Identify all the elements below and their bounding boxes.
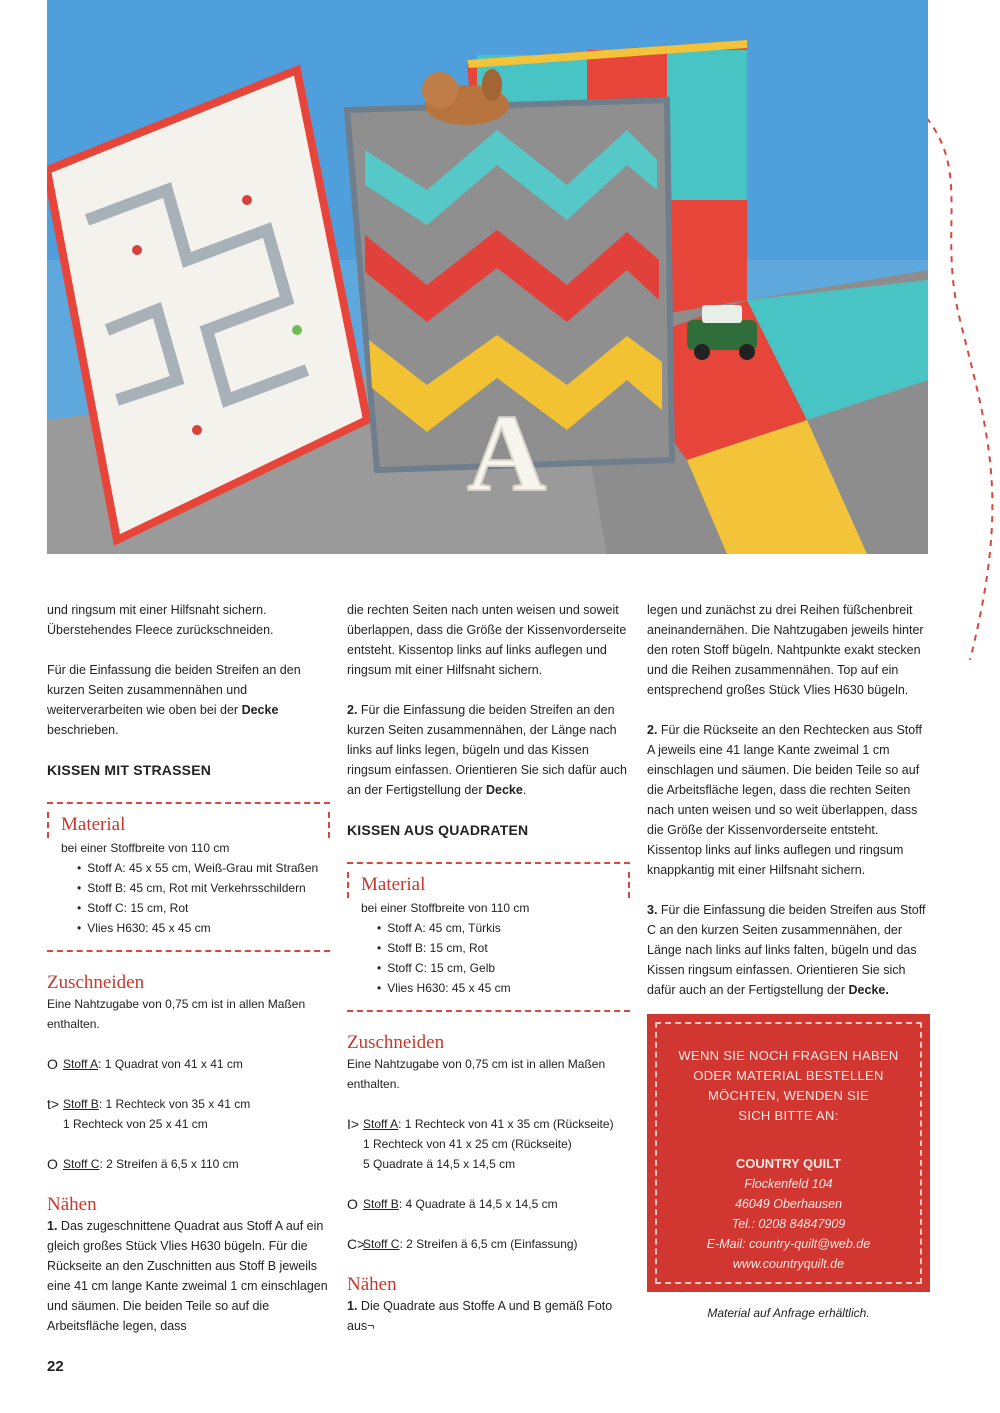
col3-paragraph-1: legen und zunächst zu drei Reihen füßchenbreit aneinandernähen. Die Nahtzugaben jeweils hinter den roten Stoff bügeln. Nahtpunkte exakt stecken und die Reihen zusammennähen. Top auf ein entsprechend großes Stück Vlies H630 bügeln. [647,603,924,697]
col2-paragraph-2: 2. Für die Einfassung die beiden Streifen an den kurzen Seiten zusammennähen, der Länge nach links auf links legen, bügeln und das Kissen ringsum einfassen. Orientieren Sie sich dafür auch an der Fertigstellung der Decke. [347,703,628,797]
contact-email-link[interactable]: E-Mail: country-quilt@web.de [706,1237,871,1251]
col3-paragraph-2: 2. Für die Rückseite an den Rechtecken aus Stoff A jeweils eine 41 lange Kante zweimal 1 cm einschlagen und säumen. Die beiden Teile so auf die Arbeitsfläche legen, dass die rechten Seiten nach unten weisen und so weit überlappen, dass die Größe der Kissenvorderseite entsteht. Kissentop links auf links auflegen und ringsum knappkantig mit einer Hilfsnaht sichern. [647,723,922,877]
cut-list [47,1054,330,1174]
material-item: • Stoff B: 15 cm, Rot [377,938,620,958]
material-title: Material [361,874,426,895]
availability-note: Material auf Anfrage erhältlich. [707,1306,870,1320]
cut-item: t> Stoff B: 1 Rechteck von 35 x 41 cm 1 Rechteck von 25 x 41 cm [47,1094,330,1134]
cut-title: Zuschneiden [347,1032,445,1053]
material-item: • Vlies H630: 45 x 45 cm [377,978,620,998]
sew-step-1: 1. Die Quadrate aus Stoffe A und B gemäß Foto aus¬ [347,1299,613,1333]
contact-header-line: SICH BITTE AN: [738,1108,839,1123]
cut-marker: O [47,1156,58,1172]
material-item: • Stoff A: 45 cm, Türkis [377,918,620,938]
column-2 [347,600,630,1336]
cut-marker: C> [347,1236,366,1252]
contact-website-link[interactable]: www.countryquilt.de [732,1257,845,1271]
letter-a-decoration: A [467,392,547,514]
cut-item: O Stoff C: 2 Streifen ä 6,5 x 110 cm [47,1156,239,1172]
contact-city: 46049 Oberhausen [734,1197,843,1211]
material-intro: bei einer Stoffbreite von 110 cm [61,841,230,855]
sew-title: Nähen [47,1194,97,1215]
contact-box [647,1014,930,1292]
contact-company: COUNTRY QUILT [735,1156,842,1171]
contact-header-line: ODER MATERIAL BESTELLEN [693,1068,884,1083]
contact-phone: Tel.: 0208 84847909 [731,1217,846,1231]
col1-paragraph-2: Für die Einfassung die beiden Streifen an den kurzen Seiten zusammennähen und weiterverarbeiten wie oben bei der Decke beschrieben. [47,663,301,737]
cut-item: O Stoff A: 1 Quadrat von 41 x 41 cm [47,1056,243,1072]
material-title: Material [61,814,126,835]
cut-marker: O [347,1196,358,1212]
sew-title: Nähen [347,1274,397,1295]
sew-step-1: 1. Das zugeschnittene Quadrat aus Stoff A auf ein gleich großes Stück Vlies H630 bügeln. Für die Rückseite an den Zuschnitten aus Stoff B jeweils eine 41 cm lange Kante zweimal 1 cm einschlagen und säumen. Die beiden Teile so auf die Arbeitsfläche legen, dass [47,1219,328,1333]
cut-title: Zuschneiden [47,972,145,993]
col3-paragraph-3: 3. Für die Einfassung die beiden Streifen aus Stoff C an den kurzen Seiten zusammennähen, der Länge nach links auf links falten, bügeln und das Kissen ringsum einfassen. Orientieren Sie sich dafür auch an der Fertigstellung der Decke. [647,903,926,997]
cut-list [347,1114,630,1254]
contact-header-line: MÖCHTEN, WENDEN SIE [708,1088,869,1103]
column-1 [47,600,330,1336]
contact-street: Flockenfeld 104 [744,1177,833,1191]
material-item: • Stoff C: 15 cm, Gelb [377,958,620,978]
product-photo [47,0,928,554]
col1-paragraph-1: und ringsum mit einer Hilfsnaht sichern. Überstehendes Fleece zurückschneiden. [47,603,274,637]
material-item: • Stoff A: 45 x 55 cm, Weiß-Grau mit Straßen [77,858,320,878]
material-list [61,858,320,938]
column-3 [647,600,930,1020]
section-heading-kissen-strassen: KISSEN MIT STRASSEN [47,762,212,778]
section-heading-kissen-quadraten: KISSEN AUS QUADRATEN [347,822,529,838]
cut-intro: Eine Nahtzugabe von 0,75 cm ist in allen Maßen enthalten. [47,997,306,1031]
page-number: 22 [47,1358,64,1375]
cut-item: O Stoff B: 4 Quadrate ä 14,5 x 14,5 cm [347,1196,558,1212]
material-box-2 [347,862,630,1012]
material-item: • Stoff B: 45 cm, Rot mit Verkehrsschildern [77,878,320,898]
material-list [361,918,620,998]
cut-marker: t> [47,1096,60,1112]
cut-item: C> Stoff C: 2 Streifen ä 6,5 cm (Einfassung) [347,1236,578,1252]
material-intro: bei einer Stoffbreite von 110 cm [361,901,530,915]
material-item: • Vlies H630: 45 x 45 cm [77,918,320,938]
col2-paragraph-1: die rechten Seiten nach unten weisen und soweit überlappen, dass die Größe der Kissenvorderseite entsteht. Kissentop links auf links auflegen und ringsum mit einer Hilfsnaht sichern. [347,603,627,677]
material-box-1 [47,802,330,952]
cut-marker: O [47,1056,58,1072]
cut-intro: Eine Nahtzugabe von 0,75 cm ist in allen Maßen enthalten. [347,1057,606,1091]
material-item: • Stoff C: 15 cm, Rot [77,898,320,918]
cut-item: I> Stoff A: 1 Rechteck von 41 x 35 cm (Rückseite) 1 Rechteck von 41 x 25 cm (Rückseite) 5 Quadrate ä 14,5 x 14,5 cm [347,1114,630,1174]
contact-header-line: WENN SIE NOCH FRAGEN HABEN [678,1048,899,1063]
cut-marker: I> [347,1116,360,1132]
